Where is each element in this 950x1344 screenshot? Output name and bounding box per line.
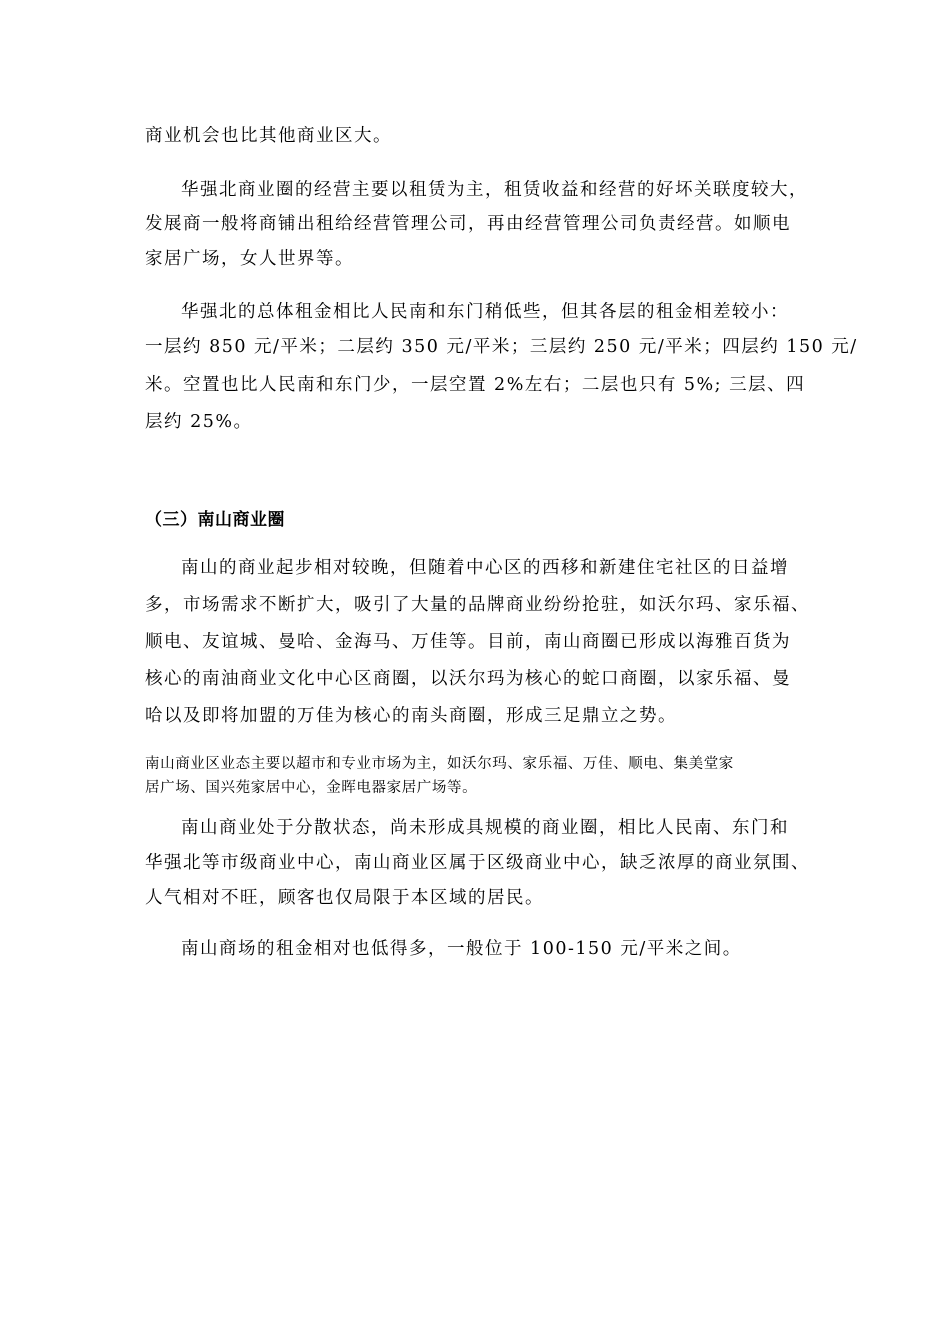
paragraph-line: 多，市场需求不断扩大，吸引了大量的品牌商业纷纷抢驻，如沃尔玛、家乐福、 (145, 595, 810, 615)
paragraph-line: 核心的南油商业文化中心区商圈，以沃尔玛为核心的蛇口商圈，以家乐福、曼 (145, 669, 791, 689)
paragraph-line: 南山商业区业态主要以超市和专业市场为主，如沃尔玛、家乐福、万佳、顺电、集美堂家 (145, 756, 734, 772)
section-heading: （三）南山商业圈 (145, 510, 285, 530)
paragraph-line: 一层约 850 元/平米；二层约 350 元/平米；三层约 250 元/平米；四层约 150 元/ (145, 337, 858, 357)
paragraph-line: 华强北商业圈的经营主要以租赁为主，租赁收益和经营的好坏关联度较大， (181, 180, 808, 200)
paragraph-line: 米。空置也比人民南和东门少，一层空置 2%左右；二层也只有 5%; 三层、四 (145, 375, 806, 395)
paragraph-line: 南山商场的租金相对也低得多，一般位于 100-150 元/平米之间。 (181, 939, 742, 959)
paragraph-line: 人气相对不旺，顾客也仅局限于本区域的居民。 (145, 888, 544, 908)
paragraph-line: 华强北等市级商业中心，南山商业区属于区级商业中心，缺乏浓厚的商业氛围、 (145, 853, 810, 873)
paragraph-line: 发展商一般将商铺出租给经营管理公司，再由经营管理公司负责经营。如顺电 (145, 214, 791, 234)
paragraph-line: 顺电、友谊城、曼哈、金海马、万佳等。目前，南山商圈已形成以海雅百货为 (145, 632, 791, 652)
paragraph-line: 南山的商业起步相对较晚，但随着中心区的西移和新建住宅社区的日益增 (181, 558, 789, 578)
paragraph-line: 层约 25%。 (145, 412, 253, 432)
paragraph-line: 南山商业处于分散状态，尚未形成具规模的商业圈，相比人民南、东门和 (181, 818, 789, 838)
paragraph-line: 华强北的总体租金相比人民南和东门稍低些，但其各层的租金相差较小： (181, 302, 789, 322)
paragraph-line: 家居广场，女人世界等。 (145, 249, 354, 269)
paragraph-line: 居广场、国兴苑家居中心，金晖电器家居广场等。 (145, 780, 478, 796)
paragraph-line: 商业机会也比其他商业区大。 (145, 126, 392, 146)
paragraph-line: 哈以及即将加盟的万佳为核心的南头商圈，形成三足鼎立之势。 (145, 706, 677, 726)
